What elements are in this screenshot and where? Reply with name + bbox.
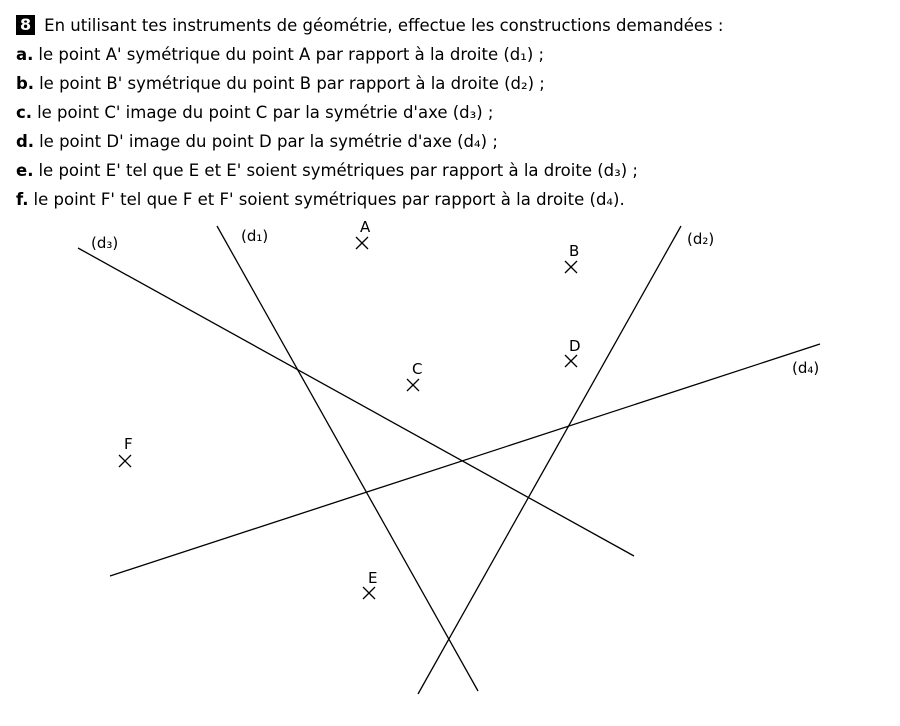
item-label: c. [16, 103, 33, 122]
line-d3 [78, 248, 634, 556]
label-d3: (d₃) [91, 234, 119, 252]
line-d4 [110, 344, 820, 576]
item-label: b. [16, 74, 35, 93]
point-B [565, 242, 579, 273]
item-label: e. [16, 161, 34, 180]
point-label: D [569, 337, 581, 355]
point-label: A [360, 218, 371, 236]
point-E [363, 569, 377, 599]
item-text: le point C' image du point C par la symétrie d'axe (d₃) ; [37, 103, 494, 122]
point-label: F [124, 435, 133, 453]
label-d1: (d₁) [241, 227, 269, 245]
exercise-intro: En utilisant tes instruments de géométrie, effectue les constructions demandées : [44, 16, 724, 35]
item-text: le point F' tel que F et F' soient symétriques par rapport à la droite (d₄). [33, 190, 625, 209]
item-text: le point B' symétrique du point B par rapport à la droite (d₂) ; [39, 74, 545, 93]
line-d2 [418, 226, 681, 694]
item-label: f. [16, 190, 29, 209]
item-label: a. [16, 45, 34, 64]
item-text: le point D' image du point D par la symétrie d'axe (d₄) ; [39, 132, 498, 151]
point-label: C [412, 360, 423, 378]
point-label: B [569, 242, 580, 260]
item-text: le point E' tel que E et E' soient symétriques par rapport à la droite (d₃) ; [38, 161, 638, 180]
item-text: le point A' symétrique du point A par rapport à la droite (d₁) ; [38, 45, 545, 64]
line-d1 [217, 226, 478, 691]
label-d2: (d₂) [687, 230, 715, 248]
point-F [119, 435, 133, 467]
label-d4: (d₄) [792, 359, 820, 377]
exercise-number: 8 [16, 15, 35, 35]
point-D [565, 337, 581, 367]
point-C [407, 360, 422, 391]
item-label: d. [16, 132, 35, 151]
point-A [356, 218, 371, 249]
point-label: E [368, 569, 378, 587]
